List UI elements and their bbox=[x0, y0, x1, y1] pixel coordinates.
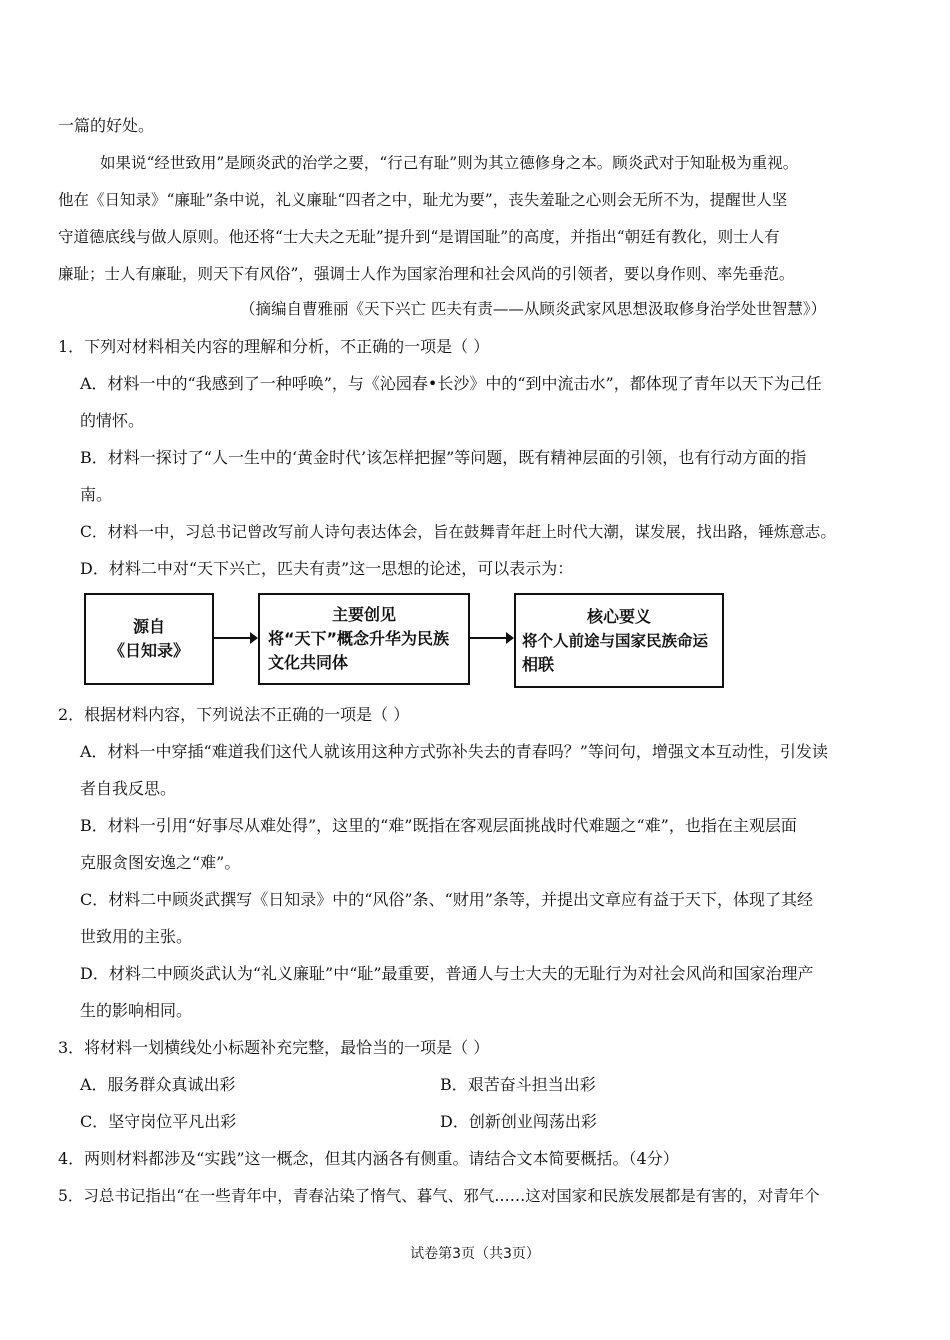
question-5-stem: 5．习总书记指出“在一些青年中，青春沾染了惰气、暮气、邪气……这对国家和民族发展都是有害的，对青年个 bbox=[58, 1187, 820, 1205]
passage-paragraph-line: 如果说“经世致用”是顾炎武的治学之要，“行己有耻”则为其立德修身之本。顾炎武对于知耻极为重视。 bbox=[100, 154, 799, 172]
question-2-option-d: D．材料二中顾炎武认为“礼义廉耻”中“耻”最重要，普通人与士大夫的无耻行为对社会风尚和国家治理产 bbox=[80, 964, 814, 983]
question-3-option-c: C．坚守岗位平凡出彩 bbox=[80, 1112, 237, 1131]
flow-box-main-idea-text: 将“天下”概念升华为民族 bbox=[268, 629, 450, 648]
question-2-option-b-cont: 克服贪图安逸之“难”。 bbox=[80, 853, 241, 872]
question-4-stem: 4．两则材料都涉及“实践”这一概念，但其内涵各有侧重。请结合文本简要概括。（4分） bbox=[58, 1149, 679, 1168]
question-1-option-c: C．材料一中，习总书记曾改写前人诗句表达体会，旨在鼓舞青年赶上时代大潮，谋发展，找出路，锤炼意志。 bbox=[80, 523, 836, 541]
passage-source-citation: （摘编自曹雅丽《天下兴亡 匹夫有责——从顾炎武家风思想汲取修身治学处世智慧》） bbox=[240, 300, 827, 318]
flow-box-core-meaning-title: 核心要义 bbox=[586, 607, 651, 626]
flow-box-core-meaning-text-cont: 相联 bbox=[522, 655, 555, 674]
question-3-option-b: B．艰苦奋斗担当出彩 bbox=[440, 1075, 596, 1094]
page-footer: 试卷第3页（共3页） bbox=[410, 1246, 540, 1262]
question-2-option-a-cont: 者自我反思。 bbox=[80, 779, 177, 798]
passage-paragraph-line: 守道德底线与做人原则。他还将“士大夫之无耻”提升到“是谓国耻”的高度，并指出“朝廷有教化，则士人有 bbox=[58, 228, 780, 246]
flow-box-core-meaning-text: 将个人前途与国家民族命运 bbox=[522, 632, 709, 650]
flow-box-main-idea-text-cont: 文化共同体 bbox=[268, 653, 349, 672]
flow-box-origin bbox=[84, 593, 214, 685]
question-2-option-c: C．材料二中顾炎武撰写《日知录》中的“风俗”条、“财用”条等，并提出文章应有益于天下，体现了其经 bbox=[80, 890, 813, 909]
question-2-option-d-cont: 生的影响相同。 bbox=[80, 1001, 193, 1020]
question-1-stem: 1．下列对材料相关内容的理解和分析，不正确的一项是（ ） bbox=[58, 337, 490, 356]
flow-box-origin-title: 源自 bbox=[132, 617, 165, 636]
question-1-option-b-cont: 南。 bbox=[80, 485, 113, 504]
passage-line: 一篇的好处。 bbox=[58, 116, 155, 135]
question-2-option-c-cont: 世致用的主张。 bbox=[80, 927, 193, 946]
question-2-option-b: B．材料一引用“好事尽从难处得”，这里的“难”既指在客观层面挑战时代难题之“难”，也指在主观层面 bbox=[80, 816, 797, 835]
passage-paragraph-line: 他在《日知录》“廉耻”条中说，礼义廉耻“四者之中，耻尤为要”，丧失羞耻之心则会无所不为，提醒世人坚 bbox=[58, 191, 788, 209]
question-2-option-a: A．材料一中穿插“难道我们这代人就该用这种方式弥补失去的青春吗？”等问句，增强文本互动性，引发读 bbox=[80, 742, 828, 761]
flow-arrow-icon bbox=[470, 628, 514, 648]
question-1-option-a-cont: 的情怀。 bbox=[80, 411, 145, 430]
question-3-option-d: D．创新创业闯荡出彩 bbox=[440, 1112, 597, 1131]
flow-box-main-idea bbox=[258, 593, 470, 685]
question-1-option-b: B．材料一探讨了“人一生中的‘黄金时代’该怎样把握”等问题，既有精神层面的引领，也有行动方面的指 bbox=[80, 448, 807, 467]
flow-arrow-icon bbox=[214, 628, 258, 648]
question-3-stem: 3．将材料一划横线处小标题补充完整，最恰当的一项是（ ） bbox=[58, 1038, 490, 1057]
passage-paragraph-line: 廉耻；士人有廉耻，则天下有风俗”，强调士人作为国家治理和社会风尚的引领者，要以身作则、率先垂范。 bbox=[58, 265, 795, 283]
question-2-stem: 2．根据材料内容，下列说法不正确的一项是（ ） bbox=[58, 705, 410, 724]
question-1-option-a: A．材料一中的“我感到了一种呼唤”，与《沁园春•长沙》中的“到中流击水”，都体现了青年以天下为己任 bbox=[80, 374, 822, 393]
flow-box-origin-text: 《日知录》 bbox=[108, 641, 189, 660]
flow-box-main-idea-title: 主要创见 bbox=[331, 605, 396, 624]
question-1-option-d: D．材料二中对“天下兴亡，匹夫有责”这一思想的论述，可以表示为： bbox=[80, 559, 574, 578]
question-3-option-a: A．服务群众真诚出彩 bbox=[80, 1075, 236, 1094]
flow-box-core-meaning bbox=[514, 593, 724, 688]
